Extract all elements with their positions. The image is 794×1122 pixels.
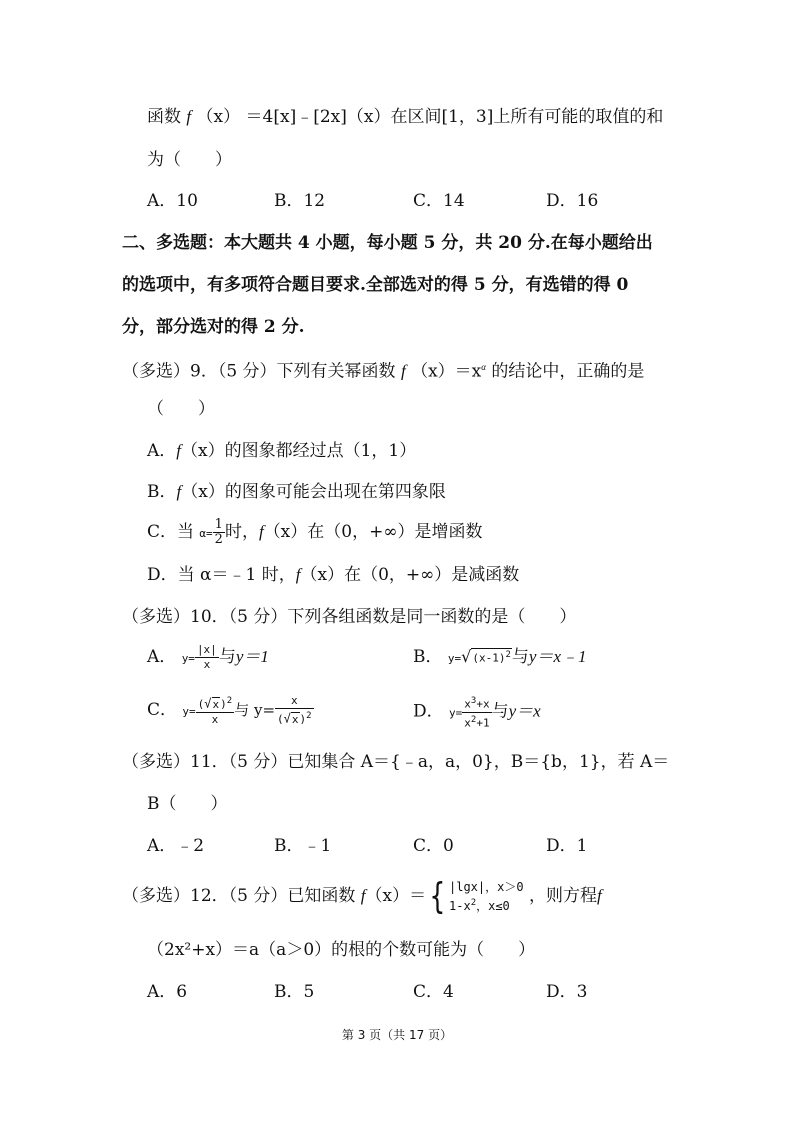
q9-b-f: f [176,482,182,501]
q9-a-f: f [176,441,182,460]
q11-stem-line1: （多选）11．（5 分）已知集合 A＝{﹣a，a，0}，B＝{b，1}，若 A＝ [122,752,670,772]
q9-stem-b: （x）＝x [411,361,482,382]
q9-d-label: D．当 [147,565,195,585]
q10-c-den1: x [211,712,219,726]
q12-case2-a: 1-x [449,899,471,913]
q9-d-rest-a: α＝﹣1 时， [200,565,296,585]
q10-c-num1: $(√x)^2$ [197,696,233,711]
q9-a-label: A． [147,441,177,461]
q10-d-rhs: y＝x [508,701,541,721]
q10-b-label: B． [413,647,443,667]
q10-a-fraction [195,643,219,672]
q10-d-rest: 与 [491,701,509,722]
q10-b-radicand [471,648,512,665]
q10-c-radical1: √ [204,696,212,711]
q10-c-num-in: x [212,697,220,711]
section2-line3: 分，部分选对的得 2 分. [122,317,305,337]
q10-d-num-x: x [464,697,471,711]
q10-d-den-exp: 2 [470,714,477,725]
q12-stem-line1 [122,876,602,916]
q9-a-rest: （x）的图象都经过点（1，1） [181,441,417,461]
q10-a-y: y= [181,652,195,665]
q9-c-num: 1 [214,517,223,532]
q10-c-num2: x [275,694,314,709]
q10-d-den-tail: +1 [476,716,490,730]
q8-option-c: C．14 [413,191,465,211]
q9-b-rest: （x）的图象可能会出现在第四象限 [181,482,446,502]
q11-option-c: C．0 [413,836,454,856]
q8-line1 [147,106,663,128]
q10-a-rest: 与 [218,647,236,667]
q11-option-a: A．﹣2 [147,836,205,856]
q12-piecewise [449,879,524,914]
q9-d-f: f [295,565,301,584]
q10-d-num [462,694,491,713]
q9-stem-line2: （ ） [147,399,215,419]
q10-option-c [147,694,314,727]
q10-c-mid: 与 y= [234,700,276,719]
q10-a-num: |x| [196,643,217,656]
section2-line1: 二、多选题：本大题共 4 小题，每小题 5 分，共 20 分.在每小题给出 [122,233,653,253]
q12-stem-b: （x）＝ [365,886,427,906]
q8-option-a: A．10 [147,191,198,211]
q10-a-den: x [203,658,211,671]
q10-option-a [147,643,269,672]
page-footer: 第 3 页（共 17 页） [341,1028,453,1042]
q9-alpha: α [481,362,487,372]
q9-option-a [147,440,416,462]
q12-case2 [449,895,524,914]
q10-a-label: A． [147,647,177,667]
q11-option-b: B．﹣1 [274,836,332,856]
q9-option-c [147,518,483,547]
q10-c-fraction1 [196,694,235,727]
q12-case1: |lgx|，x＞0 [449,880,524,894]
q8-f: f [186,107,192,126]
q8-option-b: B．12 [274,191,326,211]
q10-b-y: y= [447,652,462,665]
q10-c-label: C． [147,699,178,720]
q10-c-y: y= [182,704,196,718]
q10-stem: （多选）10．（5 分）下列各组函数是同一函数的是（ ） [122,607,577,627]
q11-option-d: D．1 [546,836,588,856]
q10-c-den2-in: x [291,712,299,726]
q9-stem-line1 [122,356,644,383]
q9-c-den: 2 [214,532,223,547]
q12-f: f [360,886,366,905]
q12-f2: f [596,886,602,905]
q12-stem-c: ，则方程 [528,886,597,906]
q10-b-radicand-text: (x-1) [472,652,506,665]
q10-b-rest: 与 [511,647,529,667]
q8-text-b: ＝4[x]﹣[2x]（x）在区间[1，3]上所有可能的取值的和 [245,107,664,127]
section2-line2: 的选项中，有多项符合题目要求.全部选对的得 5 分，有选错的得 0 [122,275,629,295]
q9-d-rest-b: （x）在（0，+∞）是减函数 [300,565,520,585]
q9-c-f: f [258,522,264,541]
q10-c-den2-exp: 2 [306,711,312,721]
q10-option-d [413,694,541,730]
q9-option-b [147,481,446,503]
q10-option-b [413,646,587,670]
q9-f: f [400,361,406,381]
q10-b-rhs: y＝x﹣1 [528,647,587,666]
q11-stem-line2: B（ ） [147,794,228,814]
q10-d-den-x: x [464,716,471,730]
q10-c-den2: $(√x)^2$ [277,711,312,726]
q10-d-den [462,713,491,731]
q8-text-a: 函数 [147,107,181,127]
q12-option-b: B．5 [274,982,315,1002]
q10-c-num-exp: 2 [226,696,233,706]
q12-option-c: C．4 [413,982,454,1002]
q12-case2-b: ，x≤0 [476,899,510,913]
q10-d-num-exp: 3 [470,696,477,706]
q12-option-a: A．6 [147,982,188,1002]
q12-brace: { [429,875,446,917]
q10-d-fraction [462,694,491,730]
q10-d-label: D． [413,701,444,722]
q10-b-exp: 2 [505,650,511,661]
q9-c-label: C．当 [147,522,195,542]
q9-c-fraction [213,518,225,547]
q8-option-d: D．16 [546,191,599,211]
q10-d-num-tail: +x [476,697,490,711]
q10-a-rhs: y＝1 [235,647,269,666]
q10-c-fraction2 [275,694,314,727]
q9-stem-c: 的结论中，正确的是 [491,361,645,382]
q10-c-radical2: √ [283,711,291,726]
q9-c-rest-b: （x）在（0，+∞）是增函数 [263,522,483,542]
q9-b-label: B． [147,482,177,502]
q10-d-y: y= [449,706,463,720]
q9-option-d [147,564,519,586]
q12-case2-exp: 2 [470,898,477,908]
q9-c-alpha: α= [199,527,213,540]
q8-paren-x: （x） [196,107,241,127]
q12-stem-line2: （2x²+x）＝a（a＞0）的根的个数可能为（ ） [147,940,536,960]
q9-c-rest-a: 时， [224,522,259,542]
q10-b-radical: √ [461,647,472,666]
q12-option-d: D．3 [546,982,588,1002]
q9-stem-a: （多选）9．（5 分）下列有关幂函数 [122,361,396,382]
q12-stem-a: （多选）12．（5 分）已知函数 [122,886,356,906]
q8-line2: 为（ ） [147,150,232,170]
